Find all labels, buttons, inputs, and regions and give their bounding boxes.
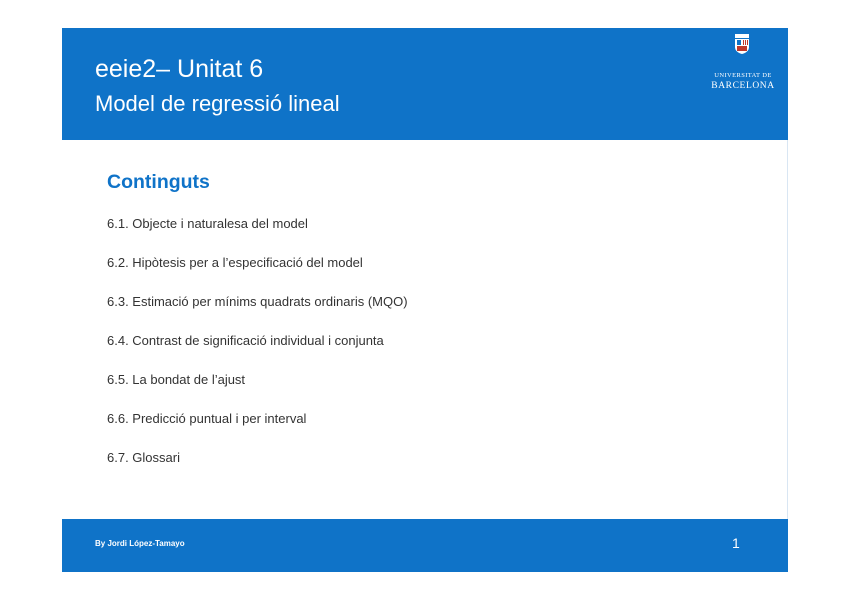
contents-item: 6.1. Objecte i naturalesa del model [107, 216, 308, 231]
logo-text-line1: UNIVERSITAT DE [714, 72, 772, 79]
contents-item: 6.2. Hipòtesis per a l’especificació del model [107, 255, 363, 270]
contents-list [107, 215, 408, 488]
university-logo [700, 32, 786, 98]
logo-text-line2: BARCELONA [711, 81, 775, 91]
slide-title: eeie2– Unitat 6 [95, 55, 264, 83]
contents-item: 6.7. Glossari [107, 450, 180, 465]
footer-author: By Jordi López-Tamayo [95, 539, 185, 548]
university-crest-icon [734, 34, 750, 54]
contents-item: 6.4. Contrast de significació individual i conjunta [107, 333, 384, 348]
contents-item: 6.3. Estimació per mínims quadrats ordinaris (MQO) [107, 294, 408, 309]
contents-heading: Continguts [107, 171, 210, 193]
contents-item: 6.5. La bondat de l’ajust [107, 372, 246, 387]
contents-item: 6.6. Predicció puntual i per interval [107, 411, 307, 426]
slide [62, 28, 788, 572]
slide-footer [62, 519, 788, 572]
slide-header [62, 28, 788, 140]
slide-subtitle: Model de regressió lineal [95, 91, 340, 116]
page-number: 1 [732, 535, 740, 551]
